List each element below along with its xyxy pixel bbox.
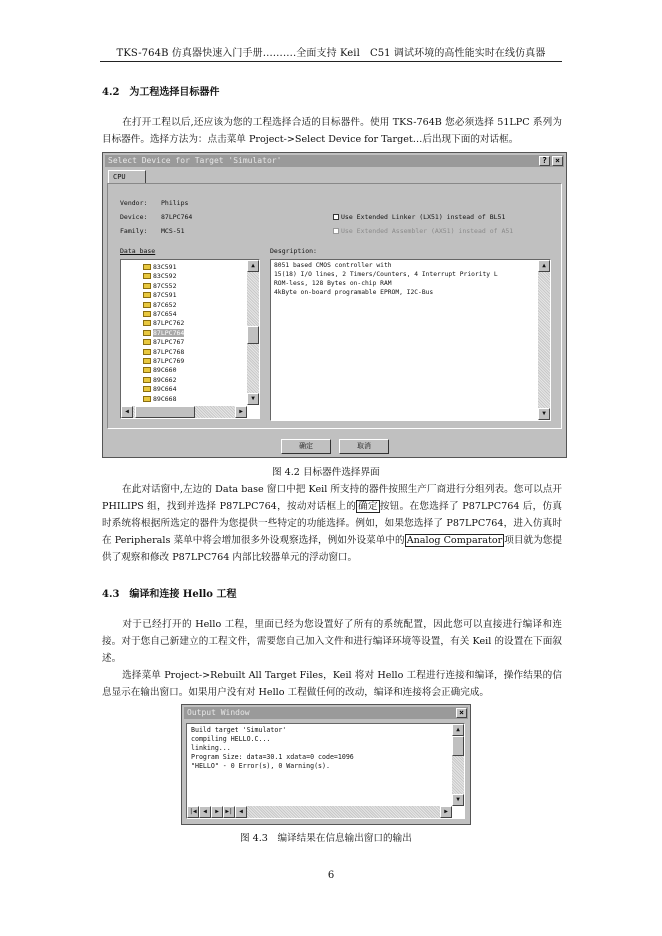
section-title-4-2: 4.2 为工程选择目标器件: [102, 87, 220, 98]
paragraph-database-explanation: 在此对话窗中,左边的 Data base 窗口中把 Keil 所支持的器件按照生产厂商进行分组列表。您可以点开 PHILIPS 组，找到并选择 P87LPC764，按动对话框上的 确定 按钮。在您选择了 P87LPC764 后，仿真时系统将根据所选定的器件为您提供一些特定的功能选择。例如，如果您选择了 P87LPC764，进入仿真时在 Peripherals 菜单中将会增加很多外设观察选择，例如外设菜单中的 Analog Comparator 项目就为您提供了观察和修改 P87LPC764 内部比较器单元的浮动窗口。: [102, 484, 563, 563]
description-line: ROM-less, 128 Bytes on-chip RAM: [274, 280, 392, 287]
output-text-area[interactable]: [186, 723, 465, 819]
figure-caption-4-2: 图 4.2 目标器件选择界面: [272, 467, 380, 478]
scroll-down-icon[interactable]: ▼: [538, 408, 550, 420]
page-number: 6: [327, 870, 335, 881]
folder-icon: [143, 264, 151, 270]
folder-icon: [143, 320, 151, 326]
select-device-dialog: [102, 152, 567, 458]
scroll-left-icon[interactable]: ◀: [235, 806, 247, 818]
device-tree-item[interactable]: 87LPC762: [143, 319, 184, 328]
output-line: Build target 'Simulator': [191, 726, 287, 734]
vendor-label: Vendor:: [120, 199, 148, 207]
folder-icon: [143, 358, 151, 364]
vendor-value: Philips: [161, 199, 189, 207]
folder-icon: [143, 292, 151, 298]
device-tree-item[interactable]: 89C668: [143, 395, 176, 404]
device-tree-item[interactable]: 89C660: [143, 366, 176, 375]
device-tree-item[interactable]: 87C654: [143, 310, 176, 319]
output-line: Program Size: data=30.1 xdata=0 code=1096: [191, 753, 354, 761]
output-line: compiling HELLO.C...: [191, 735, 271, 743]
close-button[interactable]: ×: [552, 156, 563, 166]
description-line: 8051 based CMOS controller with: [274, 262, 392, 269]
output-window: [181, 704, 471, 825]
device-description: [270, 259, 551, 421]
ok-button[interactable]: 确定: [281, 439, 331, 454]
section-title-4-3: 4.3 编译和连接 Hello 工程: [102, 589, 237, 600]
folder-icon: [143, 367, 151, 373]
checkbox-icon: [333, 214, 339, 220]
tree-hscroll-thumb[interactable]: [135, 406, 195, 418]
output-line: linking...: [191, 744, 231, 752]
scroll-down-icon[interactable]: ▼: [247, 393, 259, 405]
family-label: Family:: [120, 227, 148, 235]
description-line: 4kByte on-board programable EPROM, I2C-Bus: [274, 289, 434, 296]
dialog-titlebar[interactable]: [105, 155, 564, 167]
paragraph-4-2-intro: 在打开工程以后,还应该为您的工程选择合适的目标器件。使用 TKS-764B 您必须选择 51LPC 系列为目标器件。选择方法为：点击菜单 Project->Select Device for Target…后出现下面的对话框。: [102, 117, 562, 145]
device-tree-item[interactable]: 83C592: [143, 272, 176, 281]
checkbox-icon: [333, 228, 339, 234]
paragraph-4-3-build: 选择菜单 Project->Rebuilt All Target Files，Keil 将对 Hello 工程进行连接和编译，操作结果的信息显示在输出窗口。如果用户没有对 Hello 工程做任何的改动，编译和连接将会正确完成。: [102, 670, 562, 698]
scroll-down-icon[interactable]: ▼: [452, 794, 464, 806]
family-value: MCS-51: [161, 227, 185, 235]
figure-caption-4-3: 图 4.3 编译结果在信息输出窗口的输出: [240, 833, 412, 844]
output-titlebar[interactable]: [184, 707, 468, 719]
device-tree-item[interactable]: 87LPC767: [143, 338, 184, 347]
ok-reference: 确定: [358, 501, 378, 512]
device-tree[interactable]: [120, 259, 260, 419]
page-header: TKS-764B 仿真器快速入门手册……….全面支持 Keil C51 调试环境的高性能实时在线仿真器: [116, 48, 546, 59]
device-tree-item[interactable]: 87C591: [143, 291, 176, 300]
scroll-right-icon[interactable]: ▶: [440, 806, 452, 818]
analog-comparator-reference: Analog Comparator: [406, 535, 503, 546]
folder-icon: [143, 349, 151, 355]
folder-icon: [143, 283, 151, 289]
folder-icon: [143, 273, 151, 279]
folder-icon: [143, 302, 151, 308]
scroll-left-icon[interactable]: ◀: [121, 406, 133, 418]
device-label: Device:: [120, 213, 148, 221]
folder-icon: [143, 330, 151, 336]
tab-cpu[interactable]: CPU: [108, 170, 146, 184]
database-label: Data base: [120, 247, 156, 255]
folder-icon: [143, 386, 151, 392]
folder-icon: [143, 377, 151, 383]
extended-assembler-option: Use Extended Assembler (AX51) instead of A51: [333, 227, 558, 235]
next-tab-icon[interactable]: ▶: [211, 806, 223, 818]
device-tree-item[interactable]: 83C591: [143, 263, 176, 272]
device-tree-item[interactable]: 87C552: [143, 282, 176, 291]
device-tree-item[interactable]: 87LPC764: [143, 329, 184, 338]
scroll-up-icon[interactable]: ▲: [247, 260, 259, 272]
close-button[interactable]: ×: [456, 708, 467, 718]
folder-icon: [143, 339, 151, 345]
scroll-up-icon[interactable]: ▲: [538, 260, 550, 272]
help-button[interactable]: ?: [539, 156, 550, 166]
folder-icon: [143, 311, 151, 317]
device-tree-item[interactable]: 89C662: [143, 376, 176, 385]
description-label: Desgription:: [270, 247, 317, 255]
description-vscroll[interactable]: [538, 260, 550, 420]
header-rule: [100, 61, 562, 62]
extended-linker-option[interactable]: Use Extended Linker (LX51) instead of BL51: [333, 213, 505, 221]
paragraph-4-3-intro: 对于已经打开的 Hello 工程，里面已经为您设置好了所有的系统配置，因此您可以直接进行编译和连接。对于您自己新建立的工程文件，需要您自己加入文件和进行编译环境等设置，有关 Keil 的设置在下面叙述。: [102, 619, 562, 664]
last-tab-icon[interactable]: ▶|: [223, 806, 235, 818]
scroll-right-icon[interactable]: ▶: [235, 406, 247, 418]
device-value: 87LPC764: [161, 213, 193, 221]
prev-tab-icon[interactable]: ◀: [199, 806, 211, 818]
tree-scroll-thumb[interactable]: [247, 326, 259, 344]
device-tree-item[interactable]: 87LPC768: [143, 348, 184, 357]
output-title: Output Window: [187, 708, 250, 717]
dialog-title: Select Device for Target 'Simulator': [108, 156, 282, 165]
folder-icon: [143, 396, 151, 402]
scroll-up-icon[interactable]: ▲: [452, 724, 464, 736]
device-tree-item[interactable]: 89C664: [143, 385, 176, 394]
cancel-button[interactable]: 取消: [339, 439, 389, 454]
first-tab-icon[interactable]: |◀: [187, 806, 199, 818]
device-tree-item[interactable]: 87C652: [143, 301, 176, 310]
output-line: "HELLO" - 0 Error(s), 0 Warning(s).: [191, 762, 330, 770]
description-line: 15(18) I/O lines, 2 Timers/Counters, 4 Interrupt Priority L: [274, 271, 498, 278]
output-scroll-thumb[interactable]: [452, 736, 464, 756]
device-tree-item[interactable]: 87LPC769: [143, 357, 184, 366]
